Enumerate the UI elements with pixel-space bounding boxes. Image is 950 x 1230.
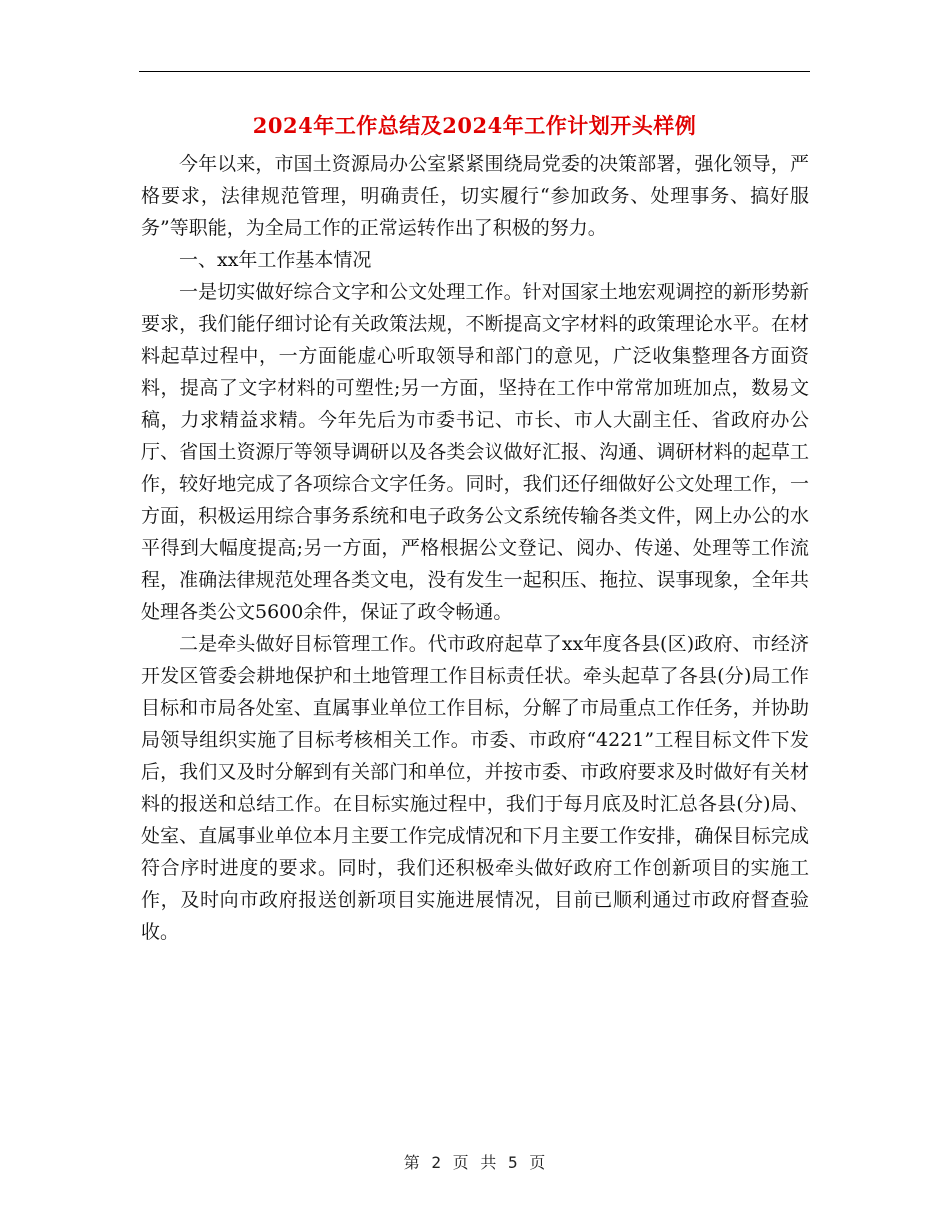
document-title: 2024年工作总结及2024年工作计划开头样例 <box>252 113 697 138</box>
paragraph-intro: 今年以来，市国土资源局办公室紧紧围绕局党委的决策部署，强化领导，严格要求，法律规范管理，明确责任，切实履行“参加政务、处理事务、搞好服务”等职能，为全局工作的正常运转作出了积极的努力。 <box>141 153 809 239</box>
paragraph-target-management: 二是牵头做好目标管理工作。代市政府起草了xx年度各县(区)政府、市经济开发区管委会耕地保护和土地管理工作目标责任状。牵头起草了各县(分)局工作目标和市局各处室、直属事业单位工作目标，分解了市局重点工作任务，并协助局领导组织实施了目标考核相关工作。市委、市政府“4221”工程目标文件下发后，我们又及时分解到有关部门和单位，并按市委、市政府要求及时做好有关材料的报送和总结工作。在目标实施过程中，我们于每月底及时汇总各县(分)局、处室、直属事业单位本月主要工作完成情况和下月主要工作安排，确保目标完成符合序时进度的要求。同时，我们还积极牵头做好政府工作创新项目的实施工作，及时向市政府报送创新项目实施进展情况，目前已顺利通过市政府督查验收。 <box>141 633 809 943</box>
page-number: 第 2 页 共 5 页 <box>403 1153 547 1172</box>
section-heading: 一、xx年工作基本情况 <box>179 249 372 271</box>
document-body <box>141 148 809 948</box>
paragraph-document-work: 一是切实做好综合文字和公文处理工作。针对国家土地宏观调控的新形势新要求，我们能仔细讨论有关政策法规，不断提高文字材料的政策理论水平。在材料起草过程中，一方面能虚心听取领导和部门的意见，广泛收集整理各方面资料，提高了文字材料的可塑性;另一方面，坚持在工作中常常加班加点，数易文稿，力求精益求精。今年先后为市委书记、市长、市人大副主任、省政府办公厅、省国土资源厅等领导调研以及各类会议做好汇报、沟通、调研材料的起草工作，较好地完成了各项综合文字任务。同时，我们还仔细做好公文处理工作，一方面，积极运用综合事务系统和电子政务公文系统传输各类文件，网上办公的水平得到大幅度提高;另一方面，严格根据公文登记、阅办、传递、处理等工作流程，准确法律规范处理各类文电，没有发生一起积压、拖拉、误事现象，全年共处理各类公文5600余件，保证了政令畅通。 <box>141 281 809 623</box>
header-rule <box>139 71 810 72</box>
